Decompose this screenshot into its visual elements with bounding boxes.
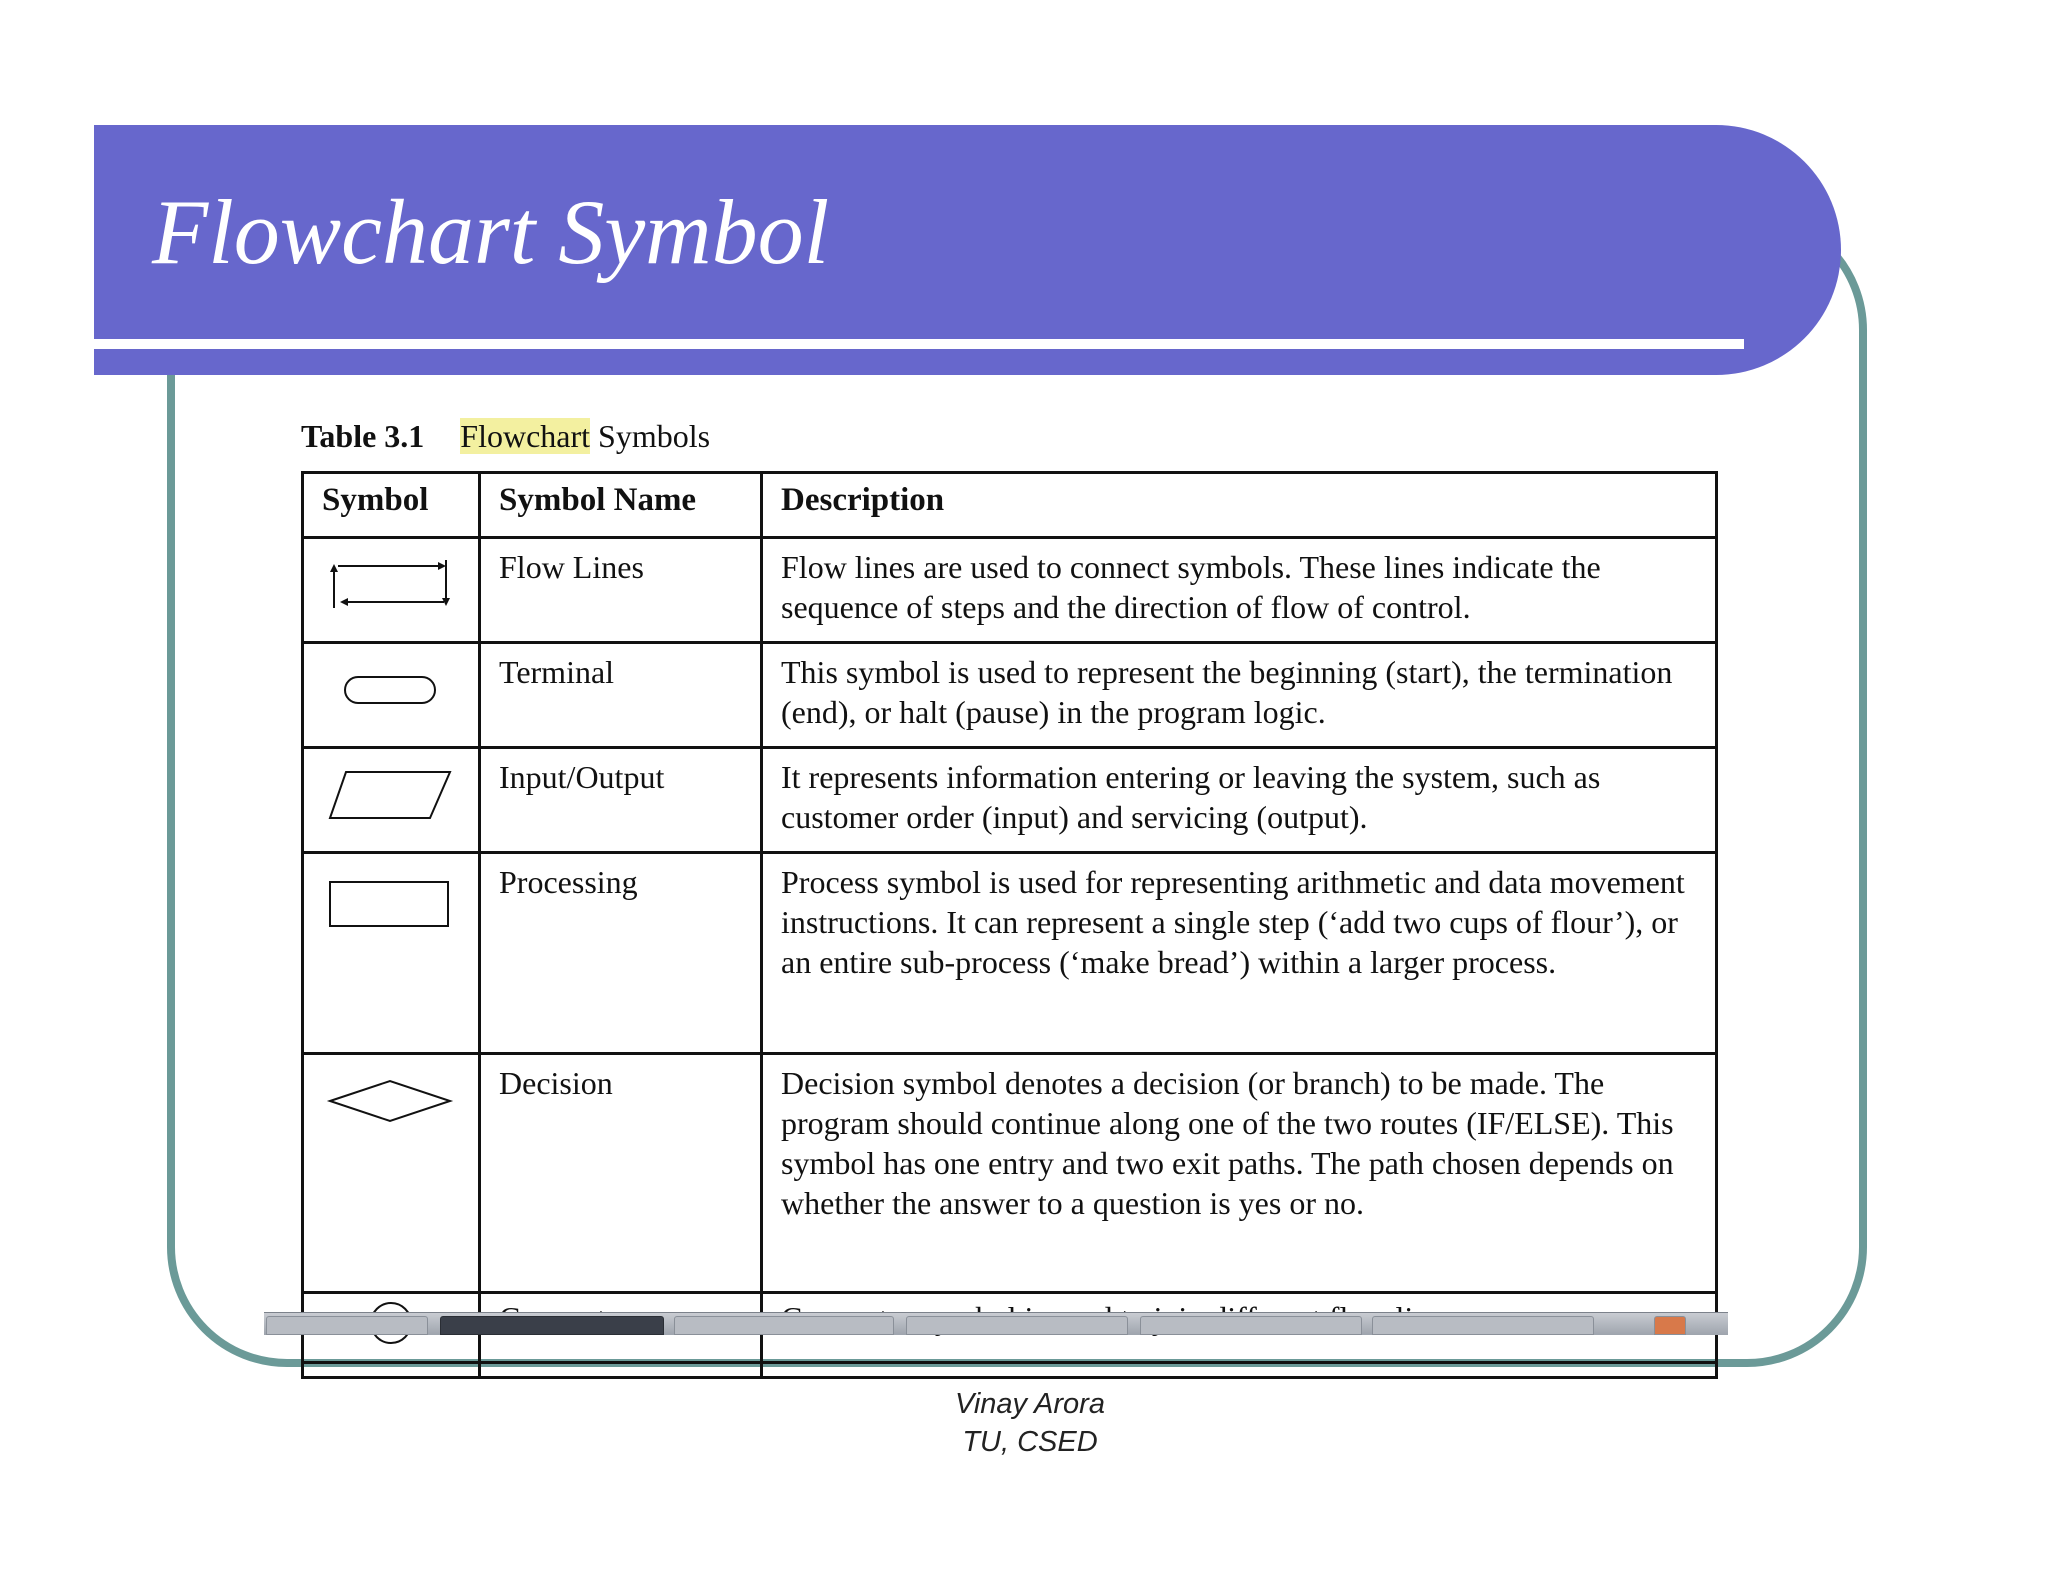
table-row — [303, 538, 1717, 643]
description-cell: This symbol is used to represent the beginning (start), the termination (end), or halt (pause) in the program logic. — [762, 643, 1717, 748]
symbol-cell — [303, 1054, 480, 1293]
empty-cell — [762, 1363, 1717, 1378]
description-cell: Flow lines are used to connect symbols. These lines indicate the sequence of steps and the direction of flow of control. — [762, 538, 1717, 643]
taskbar-button — [1372, 1316, 1594, 1335]
table-header-row — [303, 473, 1717, 538]
symbol-cell — [303, 643, 480, 748]
tray-icon — [1654, 1316, 1686, 1335]
empty-cell — [480, 1363, 762, 1378]
symbol-name-cell: Input/Output — [480, 748, 762, 853]
symbol-cell — [303, 748, 480, 853]
symbol-cell — [303, 538, 480, 643]
description-cell: It represents information entering or leaving the system, such as customer order (input) and servicing (output). — [762, 748, 1717, 853]
symbol-name-cell: Flow Lines — [480, 538, 762, 643]
header-symbol-name: Symbol Name — [480, 473, 762, 538]
table-caption-rest: Symbols — [590, 418, 711, 454]
table-caption-number: Table 3.1 — [301, 418, 425, 454]
symbol-name-cell: Processing — [480, 853, 762, 1054]
slide-title: Flowchart Symbol — [152, 181, 830, 283]
decision-icon — [326, 1077, 456, 1127]
footer-affiliation: TU, CSED — [962, 1426, 1098, 1458]
taskbar-button — [1140, 1316, 1362, 1335]
table-caption-highlight: Flowchart — [460, 418, 591, 454]
description-cell: Decision symbol denotes a decision (or branch) to be made. The program should continue along one of the two routes (IF/ELSE). This symbol has one entry and two exit paths. The path chosen depends on whether the answer to a question is yes or no. — [762, 1054, 1717, 1293]
taskbar-button-active — [440, 1316, 664, 1335]
description-cell: Process symbol is used for representing arithmetic and data movement instructions. It can represent a single step (‘add two cups of flour’), or an entire sub-process (‘make bread’) within a larger process. — [762, 853, 1717, 1054]
slide-footer — [900, 1385, 1160, 1461]
table-row-cut-off — [303, 1363, 1717, 1378]
flowchart-symbols-table — [301, 471, 1718, 1379]
taskbar-button — [674, 1316, 894, 1335]
symbol-name-cell: Terminal — [480, 643, 762, 748]
footer-author: Vinay Arora — [955, 1388, 1105, 1420]
table-row — [303, 748, 1717, 853]
header-description: Description — [762, 473, 1717, 538]
empty-cell — [303, 1363, 480, 1378]
taskbar-fragment — [264, 1312, 1728, 1335]
flow-lines-icon — [326, 556, 456, 616]
table-row — [303, 643, 1717, 748]
symbol-cell — [303, 853, 480, 1054]
taskbar-button — [906, 1316, 1128, 1335]
processing-icon — [326, 878, 456, 932]
symbol-name-cell: Decision — [480, 1054, 762, 1293]
table-row — [303, 1054, 1717, 1293]
input-output-icon — [326, 768, 456, 824]
header-symbol: Symbol — [303, 473, 480, 538]
table-caption — [301, 418, 710, 455]
terminal-icon — [341, 671, 441, 711]
taskbar-button — [266, 1316, 428, 1335]
table-row — [303, 853, 1717, 1054]
banner-divider — [94, 339, 1744, 349]
